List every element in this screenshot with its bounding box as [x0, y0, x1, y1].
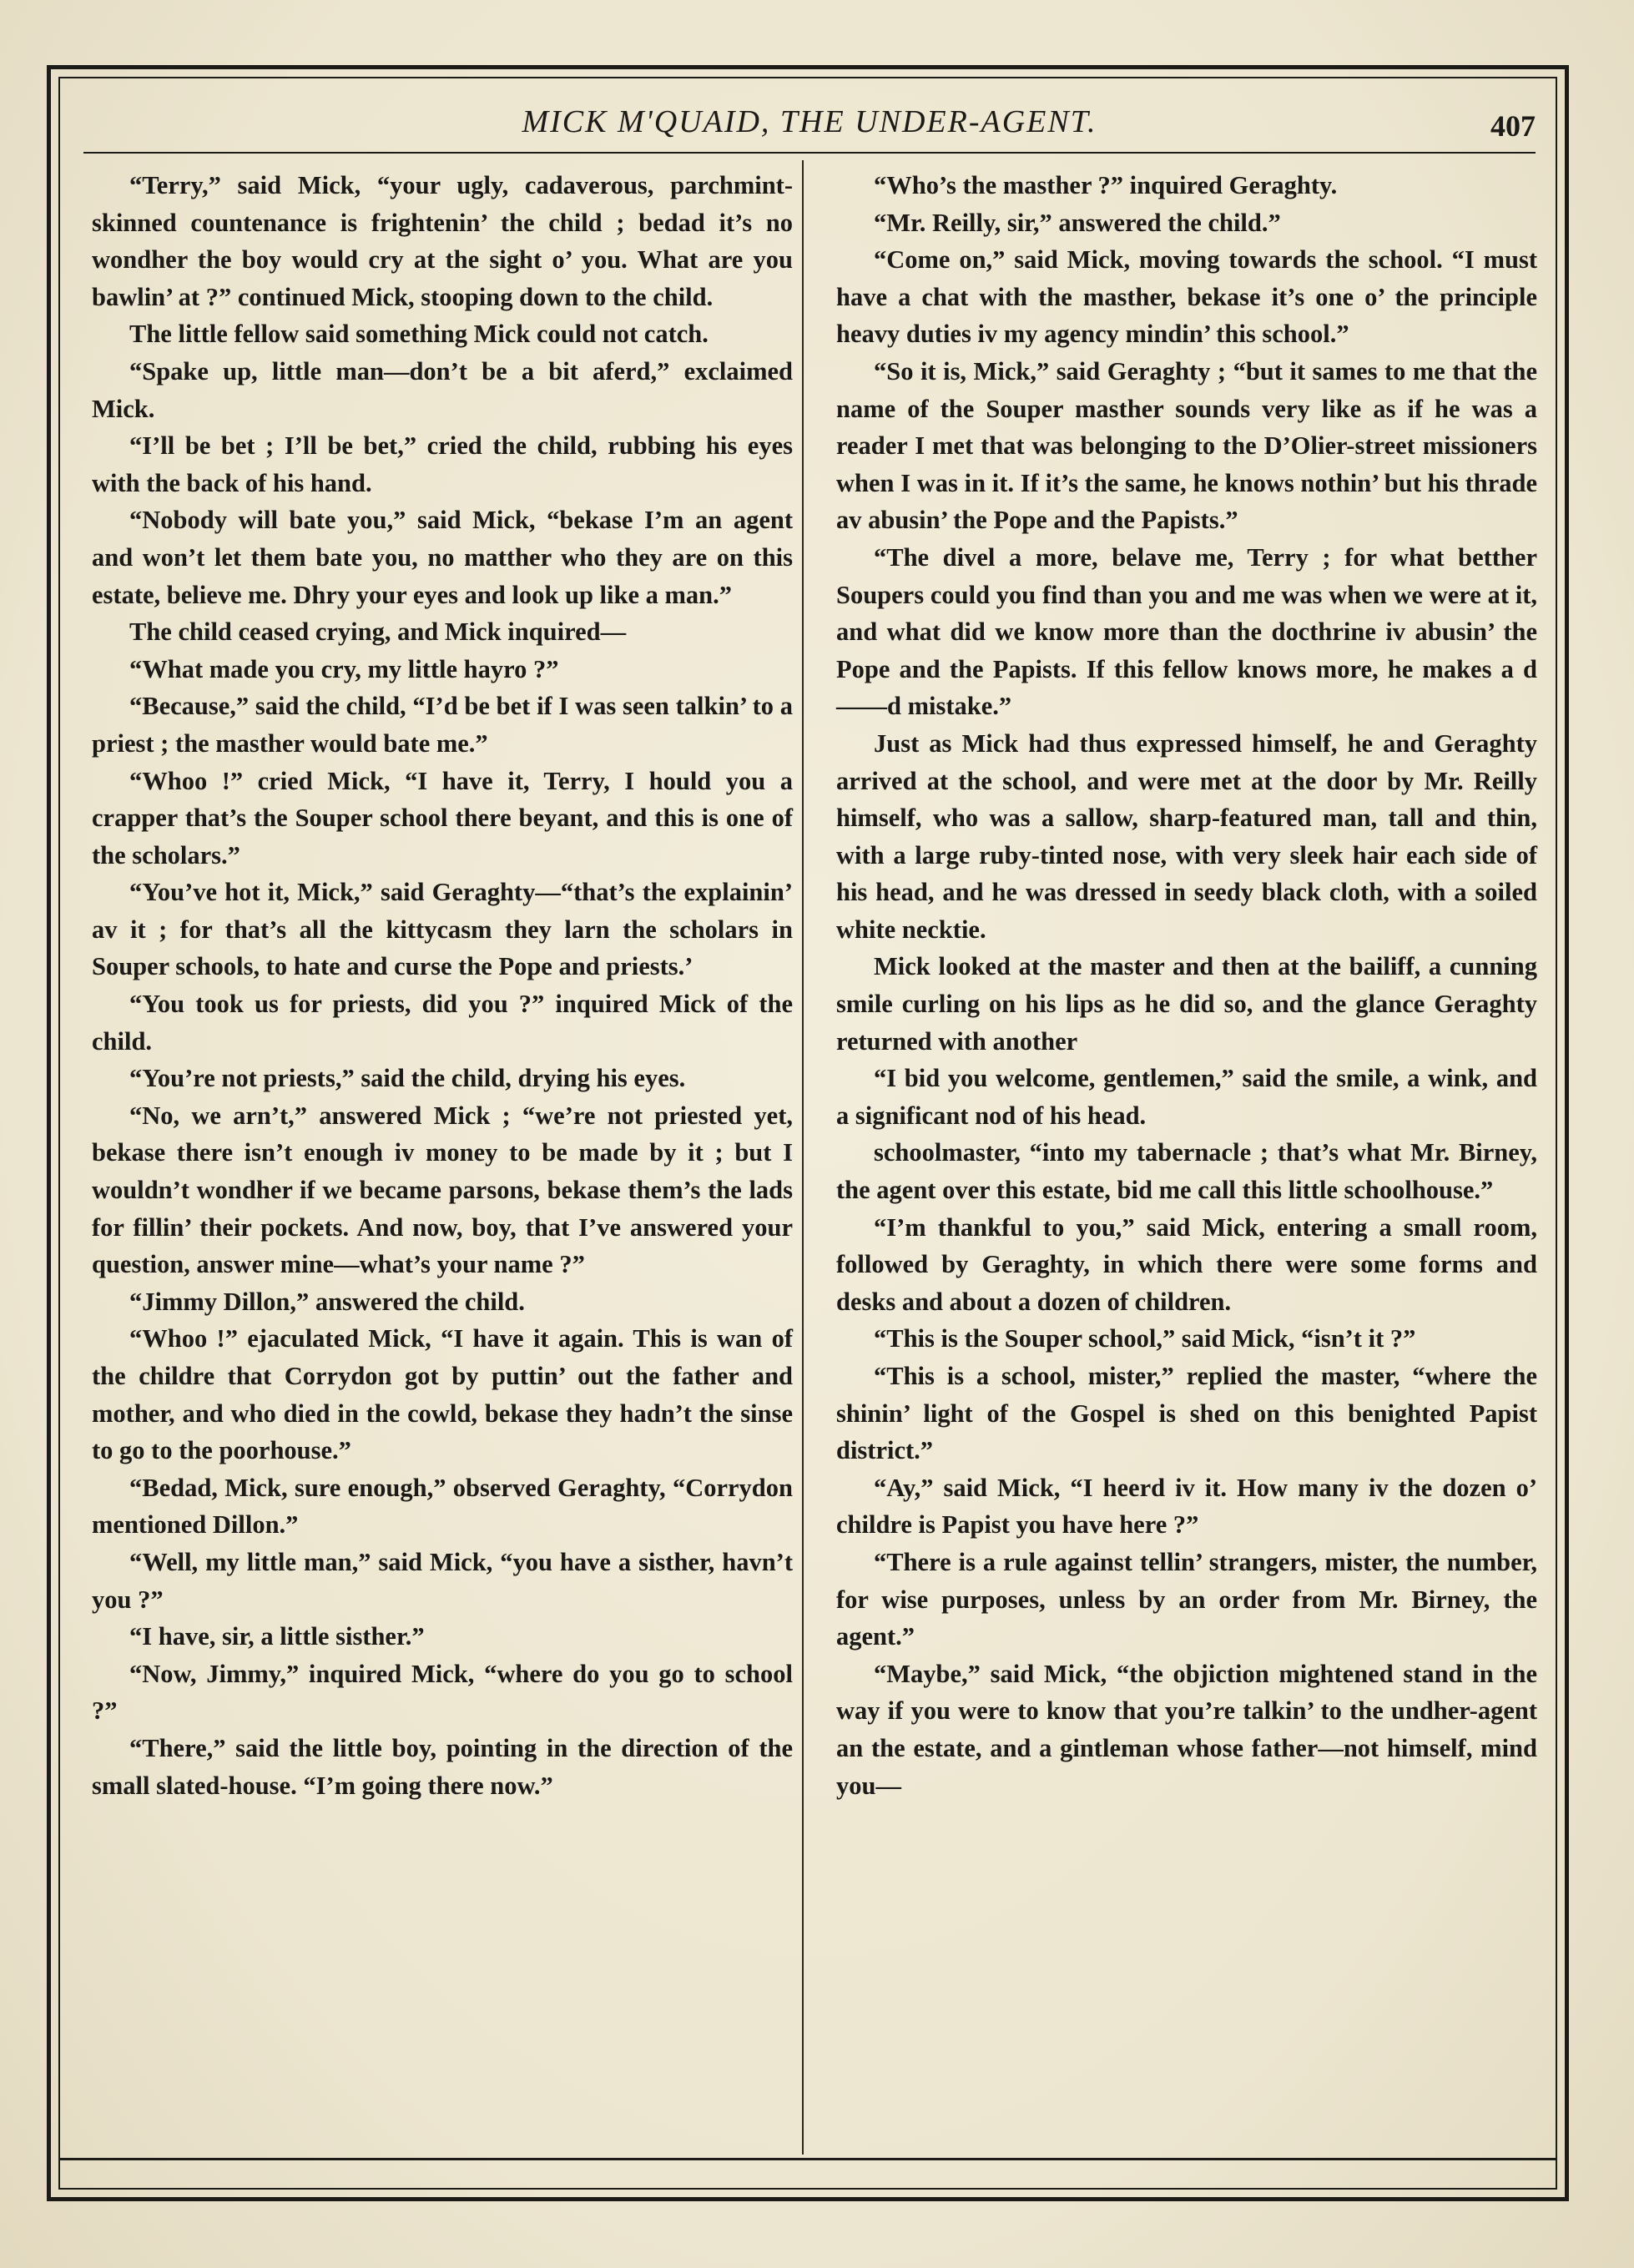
left-column	[92, 167, 793, 1804]
header-divider	[83, 152, 1536, 154]
paragraph: “Whoo !” ejaculated Mick, “I have it again. This is wan of the childre that Corrydon got by puttin’ out the father and mother, and who died in the cowld, bekase they hadn’t the sinse to go to the poorhouse.”	[92, 1324, 793, 1465]
paragraph: Just as Mick had thus expressed himself, he and Geraghty arrived at the school, and were met at the door by Mr. Reilly himself, who was a sallow, sharp-featured man, tall and thin, with a large ruby-tinted nose, with very sleek hair each side of his head, and he was dressed in seedy black cloth, with a soiled white necktie.	[836, 728, 1537, 944]
right-column	[836, 167, 1537, 1804]
paragraph: Mick looked at the master and then at the bailiff, a cunning smile curling on his lips as he did so, and the glance Geraghty returned with another	[836, 952, 1537, 1056]
paragraph: “What made you cry, my little hayro ?”	[129, 654, 559, 683]
paragraph: “No, we arn’t,” answered Mick ; “we’re not priested yet, bekase there isn’t enough iv money to be made by it ; but I wouldn’t wondher if we became parsons, bekase them’s the lads for fillin’ their pockets. And now, boy, that I’ve answered your question, answer mine—what’s your name ?”	[92, 1101, 793, 1279]
paragraph: “The divel a more, belave me, Terry ; for what betther Soupers could you find than you and me was when we were at it, and what did we know more than the docthrine iv abusin’ the Pope and the Papists. If this fellow knows more, he makes a d——d mistake.”	[836, 542, 1537, 721]
paragraph: The child ceased crying, and Mick inquired—	[129, 617, 627, 647]
paragraph: “So it is, Mick,” said Geraghty ; “but it sames to me that the name of the Souper masther sounds very like as if he was a reader I met that was belonging to the D’Olier-street missioners when I was in it. If it’s the same, he knows nothin’ but his thrade av abusin’ the Pope and the Papists.”	[836, 356, 1537, 535]
paragraph: schoolmaster, “into my tabernacle ; that’s what Mr. Birney, the agent over this estate, bid me call this little schoolhouse.”	[836, 1138, 1537, 1205]
paragraph: “Spake up, little man—don’t be a bit aferd,” exclaimed Mick.	[92, 356, 793, 423]
column-divider	[802, 160, 804, 2155]
footer-divider	[58, 2158, 1557, 2160]
paragraph: “Mr. Reilly, sir,” answered the child.”	[874, 208, 1281, 237]
paragraph: “Well, my little man,” said Mick, “you have a sisther, havn’t you ?”	[92, 1547, 793, 1614]
paragraph: “Maybe,” said Mick, “the objiction mightened stand in the way if you were to know that you’re talkin’ to the undher-agent an the estate, and a gintleman whose father—not himself, mind you—	[836, 1659, 1537, 1800]
paragraph: “Whoo !” cried Mick, “I have it, Terry, I hould you a crapper that’s the Souper school there beyant, and this is one of the scholars.”	[92, 766, 793, 869]
paragraph: “I’ll be bet ; I’ll be bet,” cried the child, rubbing his eyes with the back of his hand.	[92, 431, 793, 497]
paragraph: “This is the Souper school,” said Mick, “isn’t it ?”	[874, 1324, 1416, 1353]
paragraph: “Bedad, Mick, sure enough,” observed Geraghty, “Corrydon mentioned Dillon.”	[92, 1473, 793, 1540]
running-title: MICK M'QUAID, THE UNDER-AGENT.	[522, 104, 1097, 139]
paragraph: “Now, Jimmy,” inquired Mick, “where do you go to school ?”	[92, 1659, 793, 1726]
paragraph: “This is a school, mister,” replied the master, “where the shinin’ light of the Gospel is shed on this benighted Papist district.”	[836, 1362, 1537, 1465]
paragraph: “Nobody will bate you,” said Mick, “bekase I’m an agent and won’t let them bate you, no matther who they are on this estate, believe me. Dhry your eyes and look up like a man.”	[92, 506, 793, 609]
paragraph: “You’ve hot it, Mick,” said Geraghty—“that’s the explainin’ av it ; for that’s all the kittycasm they larn the scholars in Souper schools, to hate and curse the Pope and priests.’	[92, 878, 793, 981]
paragraph: “I bid you welcome, gentlemen,” said the smile, a wink, and a significant nod of his head.	[836, 1064, 1537, 1130]
paragraph: The little fellow said something Mick could not catch.	[129, 320, 709, 349]
page-header	[83, 92, 1536, 150]
paragraph: “I’m thankful to you,” said Mick, entering a small room, followed by Geraghty, in which there were some forms and desks and about a dozen of children.	[836, 1212, 1537, 1316]
paragraph: “There is a rule against tellin’ strangers, mister, the number, for wise purposes, unless by an order from Mr. Birney, the agent.”	[836, 1547, 1537, 1651]
paragraph: “I have, sir, a little sisther.”	[129, 1622, 425, 1651]
paragraph: “Because,” said the child, “I’d be bet if I was seen talkin’ to a priest ; the masther would bate me.”	[92, 692, 793, 758]
paragraph: “Terry,” said Mick, “your ugly, cadaverous, parchmint-skinned countenance is frightenin’ the child ; bedad it’s no wondher the boy would cry at the sight o’ you. What are you bawlin’ at ?” continued Mick, stooping down to the child.	[92, 171, 793, 311]
paragraph: “You took us for priests, did you ?” inquired Mick of the child.	[92, 990, 793, 1056]
paragraph: “Jimmy Dillon,” answered the child.	[129, 1287, 525, 1316]
paragraph: “There,” said the little boy, pointing in the direction of the small slated-house. “I’m going there now.”	[92, 1733, 793, 1800]
paragraph: “You’re not priests,” said the child, drying his eyes.	[129, 1064, 686, 1093]
paragraph: “Ay,” said Mick, “I heerd iv it. How many iv the dozen o’ childre is Papist you have here ?”	[836, 1473, 1537, 1540]
page-number: 407	[1490, 109, 1536, 143]
paragraph: “Come on,” said Mick, moving towards the school. “I must have a chat with the masther, bekase it’s one o’ the principle heavy duties iv my agency mindin’ this school.”	[836, 245, 1537, 349]
paragraph: “Who’s the masther ?” inquired Geraghty.	[874, 171, 1338, 199]
